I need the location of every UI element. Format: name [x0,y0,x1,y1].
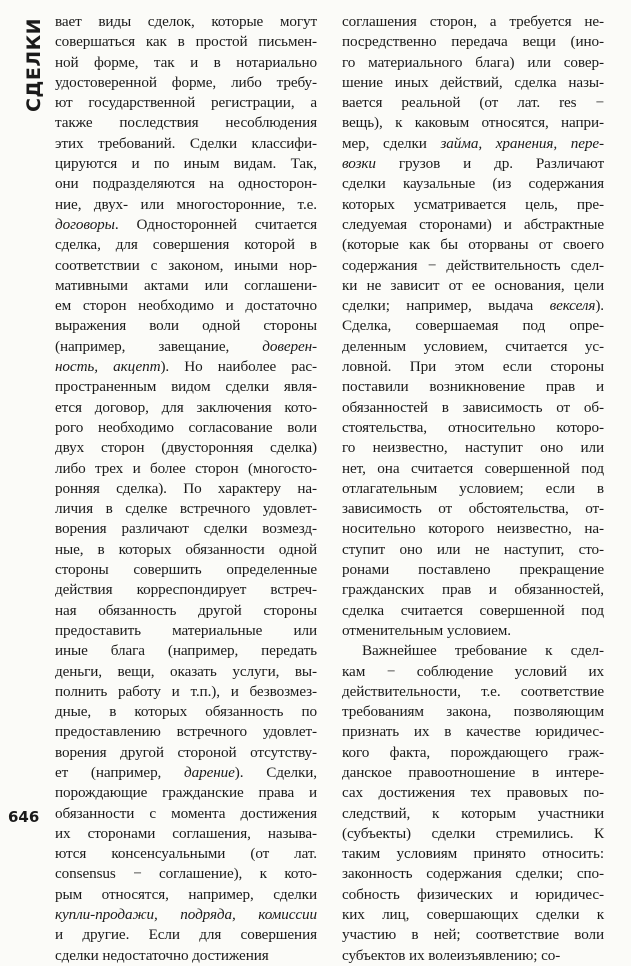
text-run: выражения воли одной стороны [55,317,317,335]
text-run: соответствии с законом, иными нор- [55,256,317,274]
text-line [342,32,604,52]
text-run: зависимость от обстоятельства, от- [342,500,604,518]
text-line [342,256,604,276]
text-run: деньги, вещи, оказать услуги, вы- [55,662,317,680]
text-line [342,438,604,458]
text-line [55,601,317,621]
text-line [342,783,604,803]
text-line [342,134,604,154]
text-line [55,276,317,296]
text-line [55,804,317,824]
text-run: ется договор, для заключения кото- [55,398,317,416]
text-line [55,73,317,93]
text-run: либо трех и более сторон (многосто- [55,459,317,477]
text-run: ). [595,297,604,315]
text-run: предоставить материальные или [55,621,317,639]
text-line [55,235,317,255]
text-run: иные блага (например, передать [55,642,317,660]
text-line [55,743,317,763]
text-line [342,377,604,397]
text-line [55,519,317,539]
text-run: признать их в качестве юридичес- [342,723,604,741]
text-run: шение иных действий, сделка назы- [342,73,604,91]
text-line [342,844,604,864]
text-line [55,53,317,73]
text-line [55,337,317,357]
text-run: порождающие гражданские права и [55,784,317,802]
text-run: их сторонами соглашения, называ- [55,824,317,842]
text-line [55,377,317,397]
text-run: кого факта, порождающего граж- [342,743,604,761]
text-run: личия в сделке встречного удовлет- [55,500,317,518]
text-line [55,885,317,905]
text-run: отменительным условием. [342,621,511,639]
text-run: (которые как бы оторваны от своего [342,236,604,254]
text-line [55,560,317,580]
text-run: сах достижения тех правовых по- [342,784,604,802]
text-run: . Односторонней считается [114,215,317,233]
text-line [342,662,604,682]
text-run: ние, двух- или многосторонние, т.е. [55,195,317,213]
text-run: го неизвестно, наступит оно или [342,439,604,457]
text-run: ются консенсуальными (от лат. [55,845,317,863]
text-run: ступит оно или не наступит, сто- [342,540,604,558]
text-line [342,824,604,844]
text-run: грузов и др. Различают [375,155,604,173]
text-run: этих требований. Сделки классифи- [55,134,317,152]
running-head [22,17,46,113]
text-run: вещь), к каковым относятся, напри- [342,114,604,132]
text-line [342,113,604,133]
italic-term: договоры [55,215,115,233]
text-line [342,276,604,296]
text-line [55,398,317,418]
text-run: таким условиям принято относить: [342,845,604,863]
text-line [55,946,317,966]
text-line [342,560,604,580]
text-run: сделка, для совершения которой в [55,236,317,254]
text-run: стоятельства, относительно которо- [342,418,604,436]
text-run: ки не зависит от ее основания, цели [342,276,604,294]
text-run: рого необходимо согласование воли [55,418,317,436]
italic-term: ность, акцепт [55,358,161,376]
text-run: гражданских прав и обязанностей, [342,581,604,599]
text-run: деленным условием, считается ус- [342,337,604,355]
text-run: обязанности с момента достижения [55,804,317,822]
text-run: обязанностей в зависимость от об- [342,398,604,416]
text-line [55,479,317,499]
text-line [55,580,317,600]
text-run: ворения различают сделки возмезд- [55,520,317,538]
text-line [342,540,604,560]
text-line [55,641,317,661]
italic-term: дарение [184,763,235,781]
text-run: нет, она считается совершенной под [342,459,604,477]
text-line [342,215,604,235]
text-run: (субъекты) сделки стремились. К [342,824,604,842]
text-line [342,154,604,174]
text-line [55,316,317,336]
text-run: сделки; например, выдача [342,297,550,315]
text-line [342,479,604,499]
text-run: мер, сделки [342,134,441,152]
text-line [55,154,317,174]
text-run: полнить работу и т.п.), и безвозмез- [55,682,317,700]
text-line [342,885,604,905]
text-line [342,722,604,742]
text-line [342,905,604,925]
text-run: ем сторон необходимо и достаточно [55,297,317,315]
text-line [55,824,317,844]
text-run: дные, в которых обязанность по [55,703,317,721]
text-run: собность физических и юридичес- [342,885,604,903]
text-run: совершаться как в простой письмен- [55,33,317,51]
text-line [342,743,604,763]
text-run: они подразделяются на односторон- [55,175,317,193]
italic-term: займа, хранения, пере- [440,134,604,152]
italic-term: купли-продажи, подряда, комиссии [55,906,317,924]
text-line [55,174,317,194]
text-line [342,296,604,316]
text-run: носительно которого неизвестно, на- [342,520,604,538]
text-run: рым относятся, например, сделки [55,885,317,903]
text-line [55,722,317,742]
text-line [342,925,604,945]
text-run: го материального блага) или совер- [342,53,604,71]
text-line [55,113,317,133]
text-line [342,53,604,73]
text-run: (например, завещание, [55,337,263,355]
text-line [55,702,317,722]
text-run: следуемая сторонами) и абстрактные [342,215,604,233]
text-run: законность содержания сделки; спо- [342,865,604,883]
text-line [342,235,604,255]
text-run: сделки недостаточно достижения [55,946,269,964]
text-line [342,682,604,702]
text-line [55,357,317,377]
text-run: ). Сделки, [234,763,317,781]
text-run: Важнейшее требование к сдел- [362,642,604,660]
text-line [342,337,604,357]
text-run: соглашения сторон, а требуется не- [342,13,604,30]
text-run: участию в ней; соответствие воли [342,926,604,944]
italic-term: возки [342,155,376,173]
text-run: вается реальной (от лат. res − [342,94,604,112]
text-line [342,93,604,113]
text-run: ет (например, [55,763,185,781]
left-text-column [55,12,317,966]
text-run: ная обязанность другой стороны [55,601,317,619]
text-run: и другие. Если для совершения [55,926,317,944]
text-run: стороны совершить определенные [55,561,317,579]
text-run: пространенным видом сделки явля- [55,378,317,396]
text-line [342,459,604,479]
text-line [55,418,317,438]
text-line [55,662,317,682]
text-run: ной форме, так и в нотариально [55,53,317,71]
text-line [55,844,317,864]
text-line [342,763,604,783]
italic-term: доверен- [262,337,317,355]
text-run: ловной. При этом если стороны [342,358,604,376]
text-line [55,32,317,52]
text-run: требованиям закона, позволяющим [342,703,604,721]
text-line [55,864,317,884]
text-run: ворения другой стороной отсутству- [55,743,317,761]
text-run: двух сторон (двусторонняя сделка) [55,439,317,457]
text-run: ). Но наиболее рас- [160,358,318,376]
text-line [55,459,317,479]
text-run: ные, в которых обязанности одной [55,540,317,558]
text-line [55,438,317,458]
text-run: сделка считается совершенной под [342,601,604,619]
text-line [55,763,317,783]
text-run: также последствия несоблюдения [55,114,317,132]
text-run: отлагательным условием; если в [342,479,604,497]
text-line [55,215,317,235]
text-line [342,316,604,336]
text-run: посредственно передача вещи (ино- [342,33,604,51]
text-run: следствий, к которым участники [342,804,604,822]
running-head-text: СДЕЛКИ [23,17,45,113]
text-line [342,702,604,722]
text-line [55,195,317,215]
text-line [342,195,604,215]
text-run: мативными актами или соглашени- [55,276,317,294]
text-line [55,296,317,316]
text-run: сделки каузальные (из содержания [342,175,604,193]
text-line [342,398,604,418]
text-line [55,134,317,154]
text-line [342,804,604,824]
text-line [55,905,317,925]
text-run: ких лиц, совершающих сделки к [342,906,604,924]
text-line [55,256,317,276]
text-line [342,519,604,539]
text-line [55,499,317,519]
text-line [55,540,317,560]
text-run: Сделка, совершаемая под опре- [342,317,604,335]
text-line [342,864,604,884]
text-run: поставили возникновение прав и [342,378,604,396]
italic-term: векселя [549,297,596,315]
text-run: действия корреспондирует встреч- [55,581,317,599]
text-run: кам − соблюдение условий их [342,662,604,680]
text-line [342,580,604,600]
text-line [342,357,604,377]
text-line [342,174,604,194]
text-line [55,925,317,945]
text-line [55,12,317,32]
text-line [55,783,317,803]
text-line [342,946,604,966]
text-run: ронняя сделка). По характеру на- [55,479,317,497]
page-number: 646 [8,808,40,826]
text-run: субъектов их волеизъявлению; со- [342,946,561,964]
text-line [342,621,604,641]
right-text-column [342,12,604,966]
text-run: ют государственной регистрации, а [55,94,317,112]
text-line [342,601,604,621]
text-run: которых усматривается цель, пре- [342,195,604,213]
text-line [55,621,317,641]
text-run: ронами поставлено прекращение [342,561,604,579]
text-line [342,499,604,519]
text-run: цируются и по иным видам. Так, [55,155,317,173]
text-line [342,418,604,438]
text-line [342,641,604,661]
text-run: consensus − соглашение), к кото- [55,865,317,883]
text-line [55,682,317,702]
text-run: действительности, т.е. соответствие [342,682,604,700]
text-line [342,12,604,32]
text-run: вает виды сделок, которые могут [55,13,317,30]
text-run: данское правоотношение в интере- [342,763,604,781]
text-run: содержания − действительность сдел- [342,256,604,274]
text-line [55,93,317,113]
text-run: удостоверенной форме, либо требу- [55,73,317,91]
text-line [342,73,604,93]
text-run: предоставлению встречного удовлет- [55,723,317,741]
